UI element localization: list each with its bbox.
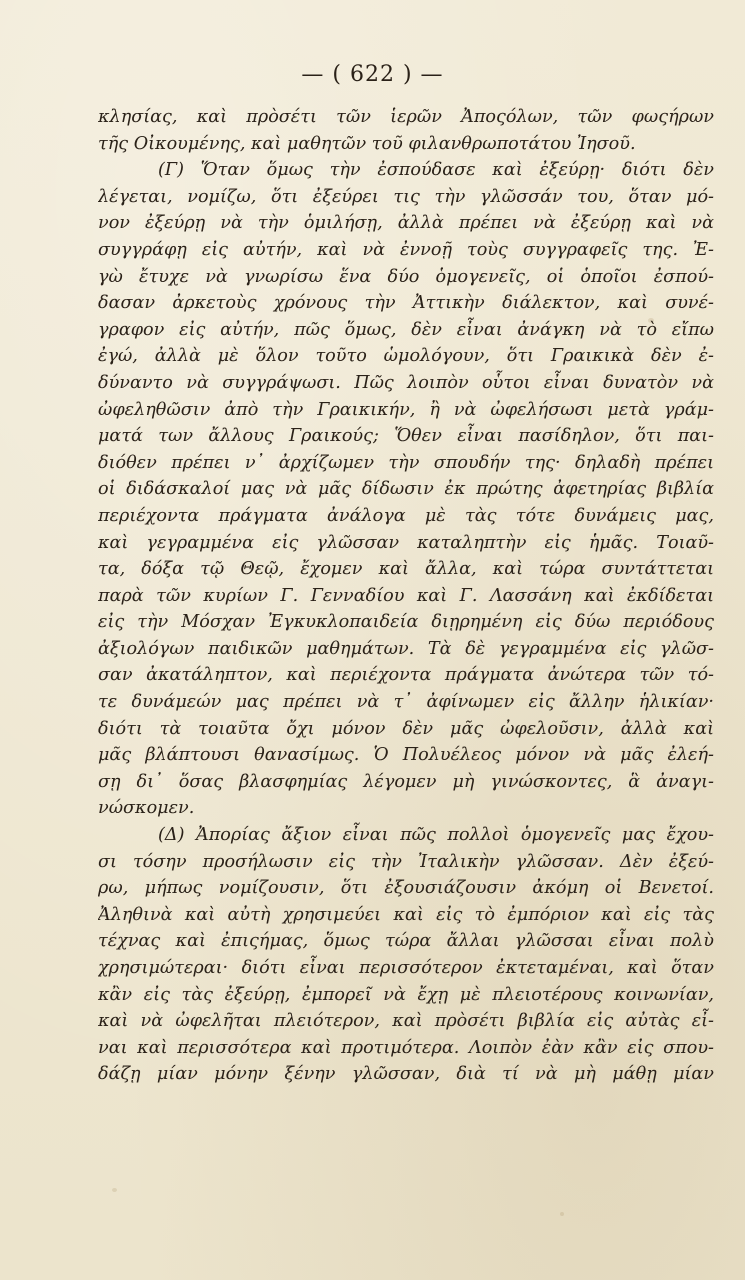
text-line: νον ἐξεύρῃ νὰ τὴν ὁμιλήσῃ, ἀλλὰ πρέπει νὰ ἐξεύρῃ καὶ νὰ (98, 213, 714, 234)
text-line: ναι καὶ περισσότερα καὶ προτιμότερα. Λοιπὸν ἐὰν κἂν εἰς σπου- (98, 1037, 714, 1058)
text-line: διότι τὰ τοιαῦτα ὄχι μόνον δὲν μᾶς ὠφελοῦσιν, ἀλλὰ καὶ (98, 718, 714, 739)
text-line: λέγεται, νομίζω, ὅτι ἐξεύρει τις τὴν γλῶσσάν του, ὅταν μό- (98, 186, 714, 207)
text-line: ρω, μήπως νομίζουσιν, ὅτι ἐξουσιάζουσιν ἀκόμη οἱ Βενετοί. (98, 878, 714, 899)
text-line: χρησιμώτεραι· διότι εἶναι περισσότερον ἐκτεταμέναι, καὶ ὅταν (98, 958, 714, 978)
paragraph-note-d (98, 822, 714, 1088)
text-line: δύναντο νὰ συγγράψωσι. Πῶς λοιπὸν οὗτοι εἶναι δυνατὸν νὰ (98, 372, 714, 393)
text-line: δασαν ἀρκετοὺς χρόνους τὴν Ἀττικὴν διάλεκτον, καὶ συνέ- (98, 293, 714, 314)
text-line: ὠφεληθῶσιν ἀπὸ τὴν Γραικικήν, ἢ νὰ ὠφελήσωσι μετὰ γράμ- (98, 399, 714, 420)
text-line: περιέχοντα πράγματα ἀνάλογα μὲ τὰς τότε δυνάμεις μας, (98, 505, 714, 526)
text-line: παρὰ τῶν κυρίων Γ. Γενναδίου καὶ Γ. Λασσάνη καὶ ἐκδίδεται (98, 585, 714, 606)
text-line: τε δυνάμεών μας πρέπει νὰ τ᾽ ἀφίνωμεν εἰς ἄλλην ἡλικίαν· (98, 692, 714, 713)
text-line: Ἀληθινὰ καὶ αὐτὴ χρησιμεύει καὶ εἰς τὸ ἐμπόριον καὶ εἰς τὰς (98, 904, 714, 925)
main-text (98, 104, 714, 1088)
text-line: ἐγώ, ἀλλὰ μὲ ὅλον τοῦτο ὡμολόγουν, ὅτι Γραικικὰ δὲν ἐ- (98, 346, 714, 367)
text-line: ἀξιολόγων παιδικῶν μαθημάτων. Τὰ δὲ γεγραμμένα εἰς γλῶσ- (98, 638, 714, 659)
paragraph-note-g (98, 157, 714, 822)
text-line: τῆς Οἰκουμένης, καὶ μαθητῶν τοῦ φιλανθρωποτάτου Ἰησοῦ. (98, 133, 636, 154)
text-line: (Δ) Ἀπορίας ἄξιον εἶναι πῶς πολλοὶ ὁμογενεῖς μας ἔχου- (158, 825, 714, 846)
text-line: νώσκομεν. (98, 798, 195, 819)
text-line: μᾶς βλάπτουσι θανασίμως. Ὁ Πολυέλεος μόνον νὰ μᾶς ἐλεή- (98, 745, 714, 766)
text-line: γὼ ἔτυχε νὰ γνωρίσω ἕνα δύο ὁμογενεῖς, οἱ ὁποῖοι ἐσπού- (98, 266, 714, 287)
text-line: εἰς τὴν Μόσχαν Ἐγκυκλοπαιδεία διῃρημένη εἰς δύω περιόδους (98, 612, 714, 633)
page-number: — ( 622 ) — (301, 62, 444, 87)
text-line: οἱ διδάσκαλοί μας νὰ μᾶς δίδωσιν ἐκ πρώτης ἀφετηρίας βιβλία (98, 479, 714, 500)
paper-stain (560, 1212, 564, 1216)
text-line: τα, δόξα τῷ Θεῷ, ἔχομεν καὶ ἄλλα, καὶ τώρα συντάττεται (98, 559, 714, 580)
text-line: σαν ἀκατάληπτον, καὶ περιέχοντα πράγματα ἀνώτερα τῶν τό- (98, 665, 714, 686)
paper-stain (112, 1188, 117, 1192)
text-line: δάζῃ μίαν μόνην ξένην γλῶσσαν, διὰ τί νὰ μὴ μάθῃ μίαν (98, 1064, 714, 1085)
text-line: καὶ γεγραμμένα εἰς γλῶσσαν καταληπτὴν εἰς ἡμᾶς. Τοιαῦ- (98, 532, 714, 553)
text-line: (Γ) Ὅταν ὅμως τὴν ἐσπούδασε καὶ ἐξεύρῃ· διότι δὲν (158, 160, 714, 181)
text-line: συγγράφῃ εἰς αὐτήν, καὶ νὰ ἐννοῇ τοὺς συγγραφεῖς της. Ἐ- (98, 239, 714, 260)
paragraph-intro (98, 104, 714, 157)
text-line: διόθεν πρέπει ν᾽ ἀρχίζωμεν τὴν σπουδήν της· δηλαδὴ πρέπει (98, 452, 714, 473)
text-line: σῃ δι᾽ ὅσας βλασφημίας λέγομεν μὴ γινώσκοντες, ἃ ἀναγι- (98, 771, 714, 792)
text-line: ματά των ἄλλους Γραικούς; Ὅθεν εἶναι πασίδηλον, ὅτι παι- (98, 426, 714, 447)
text-line: γραφον εἰς αὐτήν, πῶς ὅμως, δὲν εἶναι ἀνάγκη νὰ τὸ εἴπω (98, 319, 714, 340)
text-line: κλησίας, καὶ πρὸσέτι τῶν ἱερῶν Ἀποςόλων, τῶν φωςήρων (98, 107, 714, 127)
text-line: κἂν εἰς τὰς ἐξεύρῃ, ἐμπορεῖ νὰ ἔχῃ μὲ πλειοτέρους κοινωνίαν, (98, 984, 714, 1005)
text-line: σι τόσην προσήλωσιν εἰς τὴν Ἰταλικὴν γλῶσσαν. Δὲν ἐξεύ- (98, 851, 714, 872)
text-line: τέχνας καὶ ἐπιςήμας, ὅμως τώρα ἄλλαι γλῶσσαι εἶναι πολὺ (98, 931, 714, 952)
text-line: καὶ νὰ ὠφελῆται πλειότερον, καὶ πρὸσέτι βιβλία εἰς αὐτὰς εἶ- (98, 1011, 714, 1032)
